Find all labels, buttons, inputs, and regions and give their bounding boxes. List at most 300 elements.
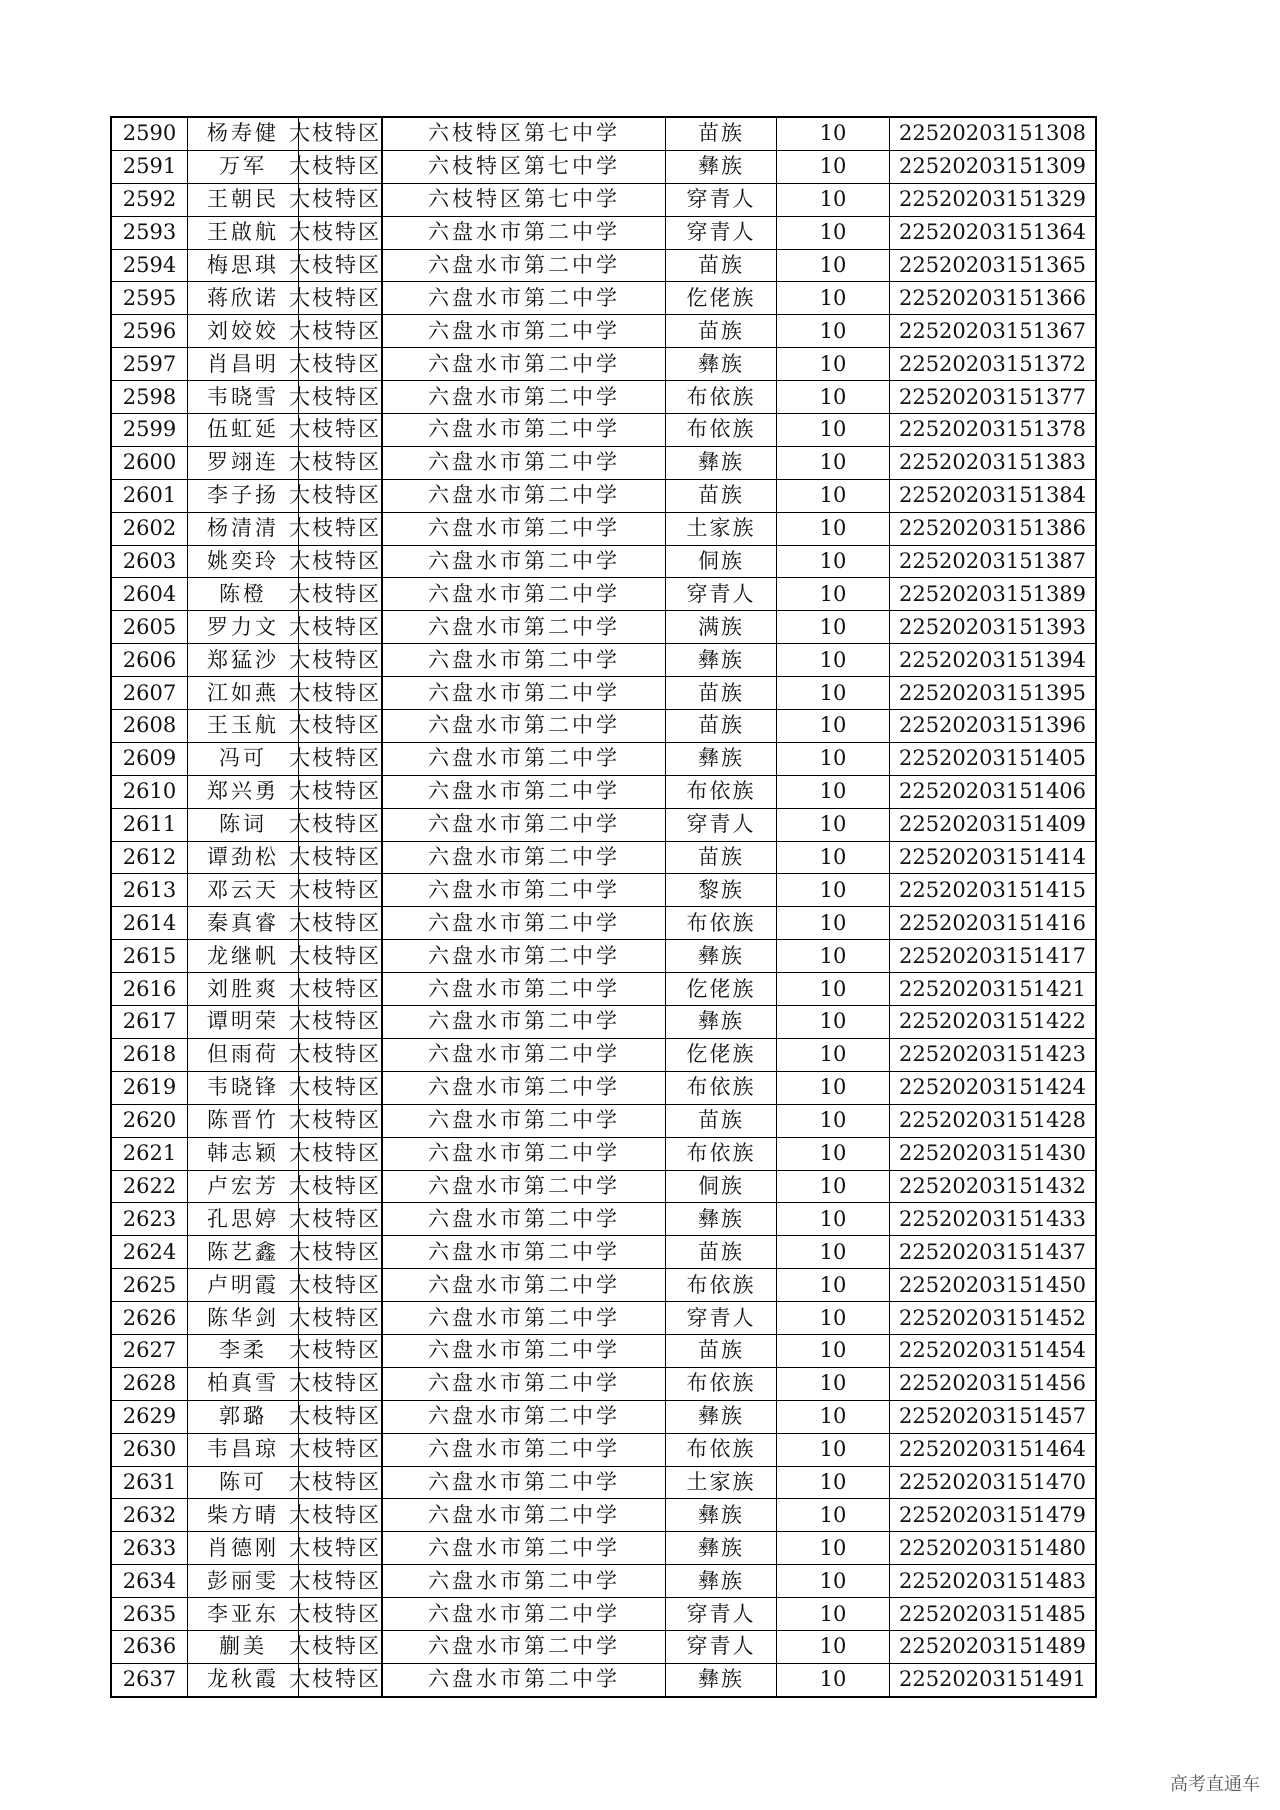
exam-id-cell: 22520203151384: [890, 479, 1097, 512]
grade-cell: 10: [777, 1663, 890, 1696]
grade-cell: 10: [777, 545, 890, 578]
ethnicity-cell: 黎族: [666, 874, 777, 907]
grade-cell: 10: [777, 578, 890, 611]
table-row: [111, 117, 1096, 150]
ethnicity-cell: 彝族: [666, 940, 777, 973]
school-cell: 六盘水市第二中学: [382, 1203, 666, 1236]
student-name-cell: 蒋欣诺: [188, 282, 299, 315]
student-name-cell: 姚奕玲: [188, 545, 299, 578]
student-name-cell: 孔思婷: [188, 1203, 299, 1236]
table-row: [111, 644, 1096, 677]
row-number-cell: 2613: [111, 874, 188, 907]
row-number-cell: 2611: [111, 808, 188, 841]
grade-cell: 10: [777, 1302, 890, 1335]
exam-id-cell: 22520203151372: [890, 348, 1097, 381]
grade-cell: 10: [777, 1038, 890, 1071]
row-number-cell: 2608: [111, 710, 188, 743]
table-row: [111, 940, 1096, 973]
ethnicity-cell: 布依族: [666, 1071, 777, 1104]
school-cell: 六盘水市第二中学: [382, 1236, 666, 1269]
ethnicity-cell: 彝族: [666, 348, 777, 381]
student-name-cell: 陈词: [188, 808, 299, 841]
student-name-cell: 刘姣姣: [188, 315, 299, 348]
region-cell: 大枝特区: [299, 907, 383, 940]
region-cell: 大枝特区: [299, 381, 383, 414]
region-cell: 大枝特区: [299, 1499, 383, 1532]
exam-id-cell: 22520203151437: [890, 1236, 1097, 1269]
row-number-cell: 2594: [111, 249, 188, 282]
grade-cell: 10: [777, 677, 890, 710]
row-number-cell: 2616: [111, 973, 188, 1006]
region-cell: 大枝特区: [299, 1400, 383, 1433]
school-cell: 六盘水市第二中学: [382, 1367, 666, 1400]
region-cell: 大枝特区: [299, 117, 383, 150]
ethnicity-cell: 苗族: [666, 677, 777, 710]
school-cell: 六盘水市第二中学: [382, 644, 666, 677]
grade-cell: 10: [777, 1630, 890, 1663]
exam-id-cell: 22520203151452: [890, 1302, 1097, 1335]
table-row: [111, 710, 1096, 743]
region-cell: 大枝特区: [299, 1367, 383, 1400]
school-cell: 六盘水市第二中学: [382, 874, 666, 907]
school-cell: 六盘水市第二中学: [382, 710, 666, 743]
school-cell: 六盘水市第二中学: [382, 578, 666, 611]
exam-id-cell: 22520203151416: [890, 907, 1097, 940]
grade-cell: 10: [777, 1334, 890, 1367]
school-cell: 六盘水市第二中学: [382, 907, 666, 940]
grade-cell: 10: [777, 808, 890, 841]
row-number-cell: 2593: [111, 216, 188, 249]
ethnicity-cell: 苗族: [666, 1236, 777, 1269]
table-row: [111, 841, 1096, 874]
exam-id-cell: 22520203151450: [890, 1269, 1097, 1302]
student-name-cell: 陈可: [188, 1466, 299, 1499]
table-row: [111, 150, 1096, 183]
student-name-cell: 肖昌明: [188, 348, 299, 381]
region-cell: 大枝特区: [299, 874, 383, 907]
exam-id-cell: 22520203151389: [890, 578, 1097, 611]
school-cell: 六盘水市第二中学: [382, 1269, 666, 1302]
row-number-cell: 2615: [111, 940, 188, 973]
region-cell: 大枝特区: [299, 1269, 383, 1302]
school-cell: 六盘水市第二中学: [382, 1565, 666, 1598]
region-cell: 大枝特区: [299, 150, 383, 183]
region-cell: 大枝特区: [299, 282, 383, 315]
exam-id-cell: 22520203151386: [890, 512, 1097, 545]
row-number-cell: 2605: [111, 611, 188, 644]
region-cell: 大枝特区: [299, 710, 383, 743]
row-number-cell: 2591: [111, 150, 188, 183]
ethnicity-cell: 土家族: [666, 1466, 777, 1499]
school-cell: 六盘水市第二中学: [382, 414, 666, 447]
table-row: [111, 1170, 1096, 1203]
ethnicity-cell: 仡佬族: [666, 282, 777, 315]
table-row: [111, 1137, 1096, 1170]
table-row: [111, 1532, 1096, 1565]
grade-cell: 10: [777, 479, 890, 512]
grade-cell: 10: [777, 1433, 890, 1466]
grade-cell: 10: [777, 1466, 890, 1499]
table-row: [111, 183, 1096, 216]
region-cell: 大枝特区: [299, 479, 383, 512]
exam-id-cell: 22520203151415: [890, 874, 1097, 907]
table-row: [111, 1630, 1096, 1663]
exam-id-cell: 22520203151491: [890, 1663, 1097, 1696]
region-cell: 大枝特区: [299, 348, 383, 381]
grade-cell: 10: [777, 512, 890, 545]
student-name-cell: 陈晋竹: [188, 1104, 299, 1137]
ethnicity-cell: 穿青人: [666, 1302, 777, 1335]
table-row: [111, 808, 1096, 841]
region-cell: 大枝特区: [299, 1236, 383, 1269]
grade-cell: 10: [777, 973, 890, 1006]
student-list-table: [110, 116, 1097, 1698]
grade-cell: 10: [777, 1104, 890, 1137]
table-row: [111, 1367, 1096, 1400]
grade-cell: 10: [777, 742, 890, 775]
table-row: [111, 677, 1096, 710]
row-number-cell: 2637: [111, 1663, 188, 1696]
ethnicity-cell: 土家族: [666, 512, 777, 545]
student-name-cell: 郑猛沙: [188, 644, 299, 677]
row-number-cell: 2636: [111, 1630, 188, 1663]
region-cell: 大枝特区: [299, 1433, 383, 1466]
row-number-cell: 2604: [111, 578, 188, 611]
exam-id-cell: 22520203151433: [890, 1203, 1097, 1236]
table-row: [111, 1565, 1096, 1598]
row-number-cell: 2630: [111, 1433, 188, 1466]
student-name-cell: 卢宏芳: [188, 1170, 299, 1203]
ethnicity-cell: 穿青人: [666, 183, 777, 216]
table-row: [111, 1400, 1096, 1433]
row-number-cell: 2617: [111, 1006, 188, 1039]
exam-id-cell: 22520203151387: [890, 545, 1097, 578]
student-name-cell: 陈华剑: [188, 1302, 299, 1335]
exam-id-cell: 22520203151366: [890, 282, 1097, 315]
school-cell: 六盘水市第二中学: [382, 611, 666, 644]
row-number-cell: 2614: [111, 907, 188, 940]
grade-cell: 10: [777, 183, 890, 216]
student-name-cell: 李子扬: [188, 479, 299, 512]
ethnicity-cell: 苗族: [666, 249, 777, 282]
table-row: [111, 348, 1096, 381]
region-cell: 大枝特区: [299, 1038, 383, 1071]
grade-cell: 10: [777, 150, 890, 183]
table-row: [111, 1663, 1096, 1696]
ethnicity-cell: 穿青人: [666, 1630, 777, 1663]
watermark: 高考直通车: [1170, 1774, 1260, 1795]
exam-id-cell: 22520203151483: [890, 1565, 1097, 1598]
row-number-cell: 2618: [111, 1038, 188, 1071]
row-number-cell: 2606: [111, 644, 188, 677]
student-name-cell: 杨清清: [188, 512, 299, 545]
grade-cell: 10: [777, 874, 890, 907]
region-cell: 大枝特区: [299, 1203, 383, 1236]
school-cell: 六盘水市第二中学: [382, 249, 666, 282]
table-row: [111, 907, 1096, 940]
ethnicity-cell: 苗族: [666, 479, 777, 512]
exam-id-cell: 22520203151432: [890, 1170, 1097, 1203]
row-number-cell: 2622: [111, 1170, 188, 1203]
table-row: [111, 315, 1096, 348]
row-number-cell: 2601: [111, 479, 188, 512]
exam-id-cell: 22520203151329: [890, 183, 1097, 216]
student-name-cell: 肖德刚: [188, 1532, 299, 1565]
region-cell: 大枝特区: [299, 249, 383, 282]
ethnicity-cell: 穿青人: [666, 1598, 777, 1631]
row-number-cell: 2632: [111, 1499, 188, 1532]
ethnicity-cell: 穿青人: [666, 808, 777, 841]
student-name-cell: 柴方晴: [188, 1499, 299, 1532]
exam-id-cell: 22520203151421: [890, 973, 1097, 1006]
exam-id-cell: 22520203151405: [890, 742, 1097, 775]
student-name-cell: 江如燕: [188, 677, 299, 710]
grade-cell: 10: [777, 381, 890, 414]
region-cell: 大枝特区: [299, 545, 383, 578]
school-cell: 六盘水市第二中学: [382, 1433, 666, 1466]
region-cell: 大枝特区: [299, 1302, 383, 1335]
exam-id-cell: 22520203151394: [890, 644, 1097, 677]
region-cell: 大枝特区: [299, 808, 383, 841]
ethnicity-cell: 布依族: [666, 1137, 777, 1170]
exam-id-cell: 22520203151485: [890, 1598, 1097, 1631]
school-cell: 六盘水市第二中学: [382, 973, 666, 1006]
student-name-cell: 陈橙: [188, 578, 299, 611]
grade-cell: 10: [777, 216, 890, 249]
table-row: [111, 973, 1096, 1006]
grade-cell: 10: [777, 414, 890, 447]
school-cell: 六盘水市第二中学: [382, 775, 666, 808]
region-cell: 大枝特区: [299, 841, 383, 874]
region-cell: 大枝特区: [299, 578, 383, 611]
student-name-cell: 龙秋霞: [188, 1663, 299, 1696]
ethnicity-cell: 彝族: [666, 1400, 777, 1433]
region-cell: 大枝特区: [299, 216, 383, 249]
exam-id-cell: 22520203151489: [890, 1630, 1097, 1663]
table-row: [111, 1006, 1096, 1039]
region-cell: 大枝特区: [299, 1170, 383, 1203]
school-cell: 六盘水市第二中学: [382, 1104, 666, 1137]
grade-cell: 10: [777, 1071, 890, 1104]
table-row: [111, 742, 1096, 775]
school-cell: 六盘水市第二中学: [382, 1170, 666, 1203]
student-name-cell: 郭璐: [188, 1400, 299, 1433]
ethnicity-cell: 布依族: [666, 1269, 777, 1302]
exam-id-cell: 22520203151456: [890, 1367, 1097, 1400]
exam-id-cell: 22520203151365: [890, 249, 1097, 282]
row-number-cell: 2609: [111, 742, 188, 775]
student-name-cell: 罗力文: [188, 611, 299, 644]
ethnicity-cell: 彝族: [666, 1663, 777, 1696]
grade-cell: 10: [777, 775, 890, 808]
row-number-cell: 2595: [111, 282, 188, 315]
student-name-cell: 罗翊连: [188, 446, 299, 479]
row-number-cell: 2633: [111, 1532, 188, 1565]
school-cell: 六盘水市第二中学: [382, 940, 666, 973]
grade-cell: 10: [777, 1203, 890, 1236]
school-cell: 六盘水市第二中学: [382, 479, 666, 512]
exam-id-cell: 22520203151395: [890, 677, 1097, 710]
ethnicity-cell: 布依族: [666, 907, 777, 940]
student-name-cell: 蒯美: [188, 1630, 299, 1663]
table-row: [111, 1466, 1096, 1499]
student-name-cell: 韦昌琼: [188, 1433, 299, 1466]
school-cell: 六盘水市第二中学: [382, 1532, 666, 1565]
region-cell: 大枝特区: [299, 315, 383, 348]
row-number-cell: 2602: [111, 512, 188, 545]
exam-id-cell: 22520203151378: [890, 414, 1097, 447]
exam-id-cell: 22520203151364: [890, 216, 1097, 249]
grade-cell: 10: [777, 1269, 890, 1302]
grade-cell: 10: [777, 348, 890, 381]
school-cell: 六盘水市第二中学: [382, 282, 666, 315]
school-cell: 六盘水市第二中学: [382, 446, 666, 479]
ethnicity-cell: 穿青人: [666, 578, 777, 611]
exam-id-cell: 22520203151383: [890, 446, 1097, 479]
school-cell: 六盘水市第二中学: [382, 808, 666, 841]
school-cell: 六盘水市第二中学: [382, 315, 666, 348]
student-list-body: [111, 117, 1096, 1697]
ethnicity-cell: 彝族: [666, 1203, 777, 1236]
ethnicity-cell: 彝族: [666, 150, 777, 183]
row-number-cell: 2634: [111, 1565, 188, 1598]
row-number-cell: 2621: [111, 1137, 188, 1170]
ethnicity-cell: 仡佬族: [666, 973, 777, 1006]
grade-cell: 10: [777, 710, 890, 743]
region-cell: 大枝特区: [299, 1598, 383, 1631]
student-name-cell: 王朝民: [188, 183, 299, 216]
grade-cell: 10: [777, 1565, 890, 1598]
region-cell: 大枝特区: [299, 1006, 383, 1039]
ethnicity-cell: 苗族: [666, 1104, 777, 1137]
school-cell: 六枝特区第七中学: [382, 117, 666, 150]
ethnicity-cell: 苗族: [666, 315, 777, 348]
region-cell: 大枝特区: [299, 644, 383, 677]
region-cell: 大枝特区: [299, 1565, 383, 1598]
grade-cell: 10: [777, 249, 890, 282]
school-cell: 六盘水市第二中学: [382, 1071, 666, 1104]
exam-id-cell: 22520203151414: [890, 841, 1097, 874]
row-number-cell: 2612: [111, 841, 188, 874]
table-row: [111, 578, 1096, 611]
ethnicity-cell: 彝族: [666, 644, 777, 677]
ethnicity-cell: 彝族: [666, 1499, 777, 1532]
region-cell: 大枝特区: [299, 1532, 383, 1565]
student-name-cell: 卢明霞: [188, 1269, 299, 1302]
grade-cell: 10: [777, 1598, 890, 1631]
grade-cell: 10: [777, 1532, 890, 1565]
student-name-cell: 邓云天: [188, 874, 299, 907]
region-cell: 大枝特区: [299, 1334, 383, 1367]
school-cell: 六盘水市第二中学: [382, 512, 666, 545]
exam-id-cell: 22520203151454: [890, 1334, 1097, 1367]
table-row: [111, 479, 1096, 512]
row-number-cell: 2620: [111, 1104, 188, 1137]
ethnicity-cell: 布依族: [666, 775, 777, 808]
table-row: [111, 1334, 1096, 1367]
table-row: [111, 1104, 1096, 1137]
grade-cell: 10: [777, 1400, 890, 1433]
student-name-cell: 万军: [188, 150, 299, 183]
region-cell: 大枝特区: [299, 1466, 383, 1499]
school-cell: 六盘水市第二中学: [382, 1006, 666, 1039]
table-row: [111, 1038, 1096, 1071]
student-name-cell: 李柔: [188, 1334, 299, 1367]
row-number-cell: 2597: [111, 348, 188, 381]
row-number-cell: 2598: [111, 381, 188, 414]
grade-cell: 10: [777, 117, 890, 150]
table-row: [111, 775, 1096, 808]
row-number-cell: 2625: [111, 1269, 188, 1302]
student-name-cell: 龙继帆: [188, 940, 299, 973]
ethnicity-cell: 布依族: [666, 1433, 777, 1466]
student-name-cell: 韦晓锋: [188, 1071, 299, 1104]
table-row: [111, 1071, 1096, 1104]
row-number-cell: 2619: [111, 1071, 188, 1104]
row-number-cell: 2596: [111, 315, 188, 348]
region-cell: 大枝特区: [299, 1137, 383, 1170]
student-name-cell: 冯可: [188, 742, 299, 775]
grade-cell: 10: [777, 315, 890, 348]
table-row: [111, 1499, 1096, 1532]
grade-cell: 10: [777, 446, 890, 479]
region-cell: 大枝特区: [299, 973, 383, 1006]
region-cell: 大枝特区: [299, 1663, 383, 1696]
ethnicity-cell: 苗族: [666, 841, 777, 874]
ethnicity-cell: 穿青人: [666, 216, 777, 249]
region-cell: 大枝特区: [299, 183, 383, 216]
ethnicity-cell: 苗族: [666, 1334, 777, 1367]
ethnicity-cell: 满族: [666, 611, 777, 644]
row-number-cell: 2592: [111, 183, 188, 216]
exam-id-cell: 22520203151423: [890, 1038, 1097, 1071]
grade-cell: 10: [777, 1137, 890, 1170]
table-row: [111, 381, 1096, 414]
student-name-cell: 王啟航: [188, 216, 299, 249]
exam-id-cell: 22520203151417: [890, 940, 1097, 973]
table-row: [111, 1598, 1096, 1631]
exam-id-cell: 22520203151422: [890, 1006, 1097, 1039]
row-number-cell: 2600: [111, 446, 188, 479]
region-cell: 大枝特区: [299, 677, 383, 710]
student-name-cell: 杨寿健: [188, 117, 299, 150]
student-name-cell: 柏真雪: [188, 1367, 299, 1400]
region-cell: 大枝特区: [299, 446, 383, 479]
student-name-cell: 王玉航: [188, 710, 299, 743]
table-row: [111, 874, 1096, 907]
exam-id-cell: 22520203151470: [890, 1466, 1097, 1499]
ethnicity-cell: 彝族: [666, 1006, 777, 1039]
row-number-cell: 2626: [111, 1302, 188, 1335]
ethnicity-cell: 侗族: [666, 545, 777, 578]
grade-cell: 10: [777, 611, 890, 644]
ethnicity-cell: 彝族: [666, 446, 777, 479]
grade-cell: 10: [777, 1367, 890, 1400]
row-number-cell: 2624: [111, 1236, 188, 1269]
student-name-cell: 谭明荣: [188, 1006, 299, 1039]
exam-id-cell: 22520203151377: [890, 381, 1097, 414]
student-name-cell: 谭劲松: [188, 841, 299, 874]
row-number-cell: 2623: [111, 1203, 188, 1236]
school-cell: 六盘水市第二中学: [382, 742, 666, 775]
school-cell: 六盘水市第二中学: [382, 216, 666, 249]
exam-id-cell: 22520203151480: [890, 1532, 1097, 1565]
exam-id-cell: 22520203151406: [890, 775, 1097, 808]
school-cell: 六盘水市第二中学: [382, 381, 666, 414]
grade-cell: 10: [777, 644, 890, 677]
school-cell: 六枝特区第七中学: [382, 183, 666, 216]
row-number-cell: 2631: [111, 1466, 188, 1499]
